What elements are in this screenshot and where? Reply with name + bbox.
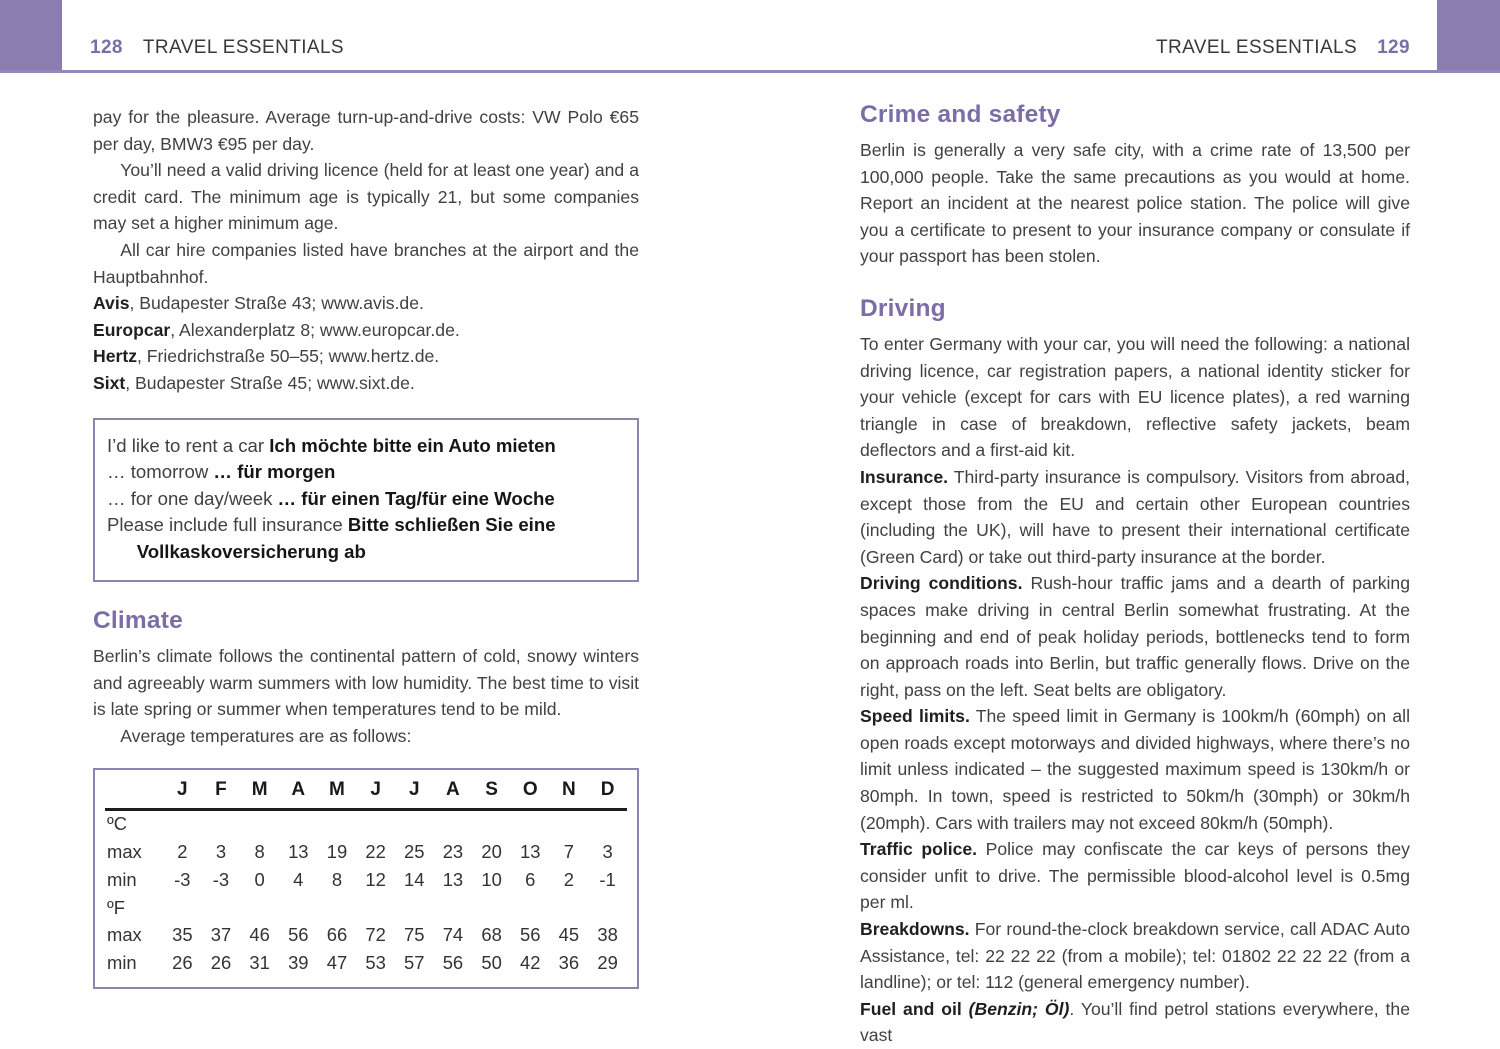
temperature-cell: 7 bbox=[563, 840, 574, 862]
row-label: max bbox=[107, 924, 142, 946]
running-head-title-right: TRAVEL ESSENTIALS bbox=[1156, 37, 1358, 58]
temperature-cell bbox=[240, 894, 279, 922]
month-header: A bbox=[434, 776, 473, 809]
temperature-cell: -1 bbox=[599, 868, 616, 890]
item-label: Speed limits. bbox=[860, 706, 970, 727]
temperature-cell: 14 bbox=[404, 868, 425, 890]
temperature-cell: 3 bbox=[602, 840, 613, 862]
temperature-cell bbox=[588, 894, 627, 922]
temperature-cell: 8 bbox=[254, 840, 265, 862]
temperature-cell: 75 bbox=[404, 924, 425, 946]
temperature-cell bbox=[511, 809, 550, 838]
temperature-cell: 0 bbox=[254, 868, 265, 890]
table-row bbox=[105, 950, 627, 978]
temperature-cell: 3 bbox=[215, 840, 227, 862]
temperature-cell bbox=[395, 894, 434, 922]
temperature-cell bbox=[550, 809, 589, 838]
item-insurance bbox=[860, 464, 1410, 570]
table-row bbox=[105, 809, 627, 838]
phrase-line bbox=[107, 459, 622, 486]
corner-block-right bbox=[1437, 0, 1500, 70]
phrase-en: … tomorrow bbox=[107, 461, 214, 483]
temperature-cell bbox=[550, 894, 589, 922]
climate-table-box bbox=[93, 768, 639, 989]
temperature-cell: 19 bbox=[326, 840, 348, 862]
table-corner-cell bbox=[105, 776, 163, 809]
temperature-cell: 23 bbox=[442, 840, 464, 862]
temperature-cell: 53 bbox=[365, 952, 386, 974]
section-heading-driving: Driving bbox=[860, 294, 946, 322]
temperature-cell: 26 bbox=[210, 952, 232, 974]
month-header: O bbox=[511, 776, 550, 809]
section-heading-crime: Crime and safety bbox=[860, 101, 1061, 128]
temperature-cell: 29 bbox=[597, 952, 618, 974]
temperature-cell: 42 bbox=[520, 952, 541, 974]
item-label: Fuel and oil bbox=[860, 998, 962, 1019]
temperature-cell bbox=[163, 809, 202, 838]
month-header: J bbox=[356, 776, 395, 809]
row-label: ºF bbox=[107, 896, 125, 918]
company-details: , Budapester Straße 45; www.sixt.de. bbox=[125, 372, 415, 393]
phrasebox bbox=[93, 418, 639, 583]
right-column bbox=[860, 100, 1410, 1049]
item-driving-conditions bbox=[860, 570, 1410, 703]
phrase-line bbox=[107, 512, 622, 565]
company-name: Avis bbox=[93, 293, 130, 314]
temperature-cell: 36 bbox=[558, 952, 580, 974]
list-item-sixt bbox=[93, 370, 639, 397]
row-label: max bbox=[107, 840, 142, 862]
item-text: . You’ll find petrol stations everywhere, the vast bbox=[860, 998, 1410, 1046]
phrase-de: … für morgen bbox=[213, 461, 336, 483]
phrase-de: … für einen Tag/für eine Woche bbox=[277, 487, 555, 509]
phrase-en: I’d like to rent a car bbox=[107, 434, 270, 456]
month-header: M bbox=[318, 776, 357, 809]
row-label: ºC bbox=[107, 813, 127, 835]
paragraph-car-costs: pay for the pleasure. Average turn-up-and-drive costs: VW Polo €65 per day, BMW3 €95 per day. bbox=[93, 107, 639, 154]
temperature-cell: 8 bbox=[331, 868, 343, 890]
row-label: min bbox=[107, 868, 137, 890]
temperature-cell: 39 bbox=[288, 952, 309, 974]
temperature-cell bbox=[202, 894, 241, 922]
temperature-cell bbox=[588, 809, 627, 838]
temperature-cell: 10 bbox=[481, 868, 502, 890]
corner-block-left bbox=[0, 0, 62, 70]
temperature-cell: 56 bbox=[442, 952, 464, 974]
table-header-row bbox=[105, 776, 627, 809]
month-header: N bbox=[550, 776, 589, 809]
temperature-cell: 4 bbox=[293, 868, 304, 890]
item-label: Traffic police. bbox=[860, 839, 978, 860]
paragraph-driving-intro: To enter Germany with your car, you will need the following: a national driving licence, car registration papers, a national identity sticker for your vehicle (except for cars with EU licence plates), a red warning triangle in case of breakdown, reflective safety jackets, beam deflectors and a first-aid kit. bbox=[860, 333, 1410, 461]
month-header: M bbox=[240, 776, 279, 809]
item-label: Insurance. bbox=[860, 466, 949, 487]
temperature-cell bbox=[240, 809, 279, 838]
temperature-cell: 2 bbox=[563, 868, 574, 890]
temperature-cell: 12 bbox=[365, 868, 386, 890]
company-name: Hertz bbox=[93, 346, 137, 367]
item-speed-limits bbox=[860, 703, 1410, 836]
temperature-cell: 13 bbox=[288, 840, 309, 862]
temperature-cell bbox=[202, 809, 241, 838]
month-header: A bbox=[279, 776, 318, 809]
temperature-cell: 35 bbox=[172, 924, 193, 946]
temperature-cell: 25 bbox=[404, 840, 425, 862]
table-row bbox=[105, 866, 627, 894]
month-header: F bbox=[202, 776, 241, 809]
page-number-right: 129 bbox=[1377, 37, 1410, 58]
paragraph-licence: You’ll need a valid driving licence (held for at least one year) and a credit card. The minimum age is typically 21, but some companies may set a higher minimum age. bbox=[93, 160, 639, 234]
month-header: D bbox=[588, 776, 627, 809]
table-row bbox=[105, 894, 627, 922]
phrase-en: Please include full insurance bbox=[107, 514, 348, 536]
temperature-cell: 37 bbox=[210, 924, 232, 946]
month-header: J bbox=[163, 776, 202, 809]
page-number-left: 128 bbox=[90, 37, 123, 58]
temperature-cell: 72 bbox=[365, 924, 386, 946]
company-name: Sixt bbox=[93, 372, 126, 393]
temperature-cell bbox=[472, 894, 511, 922]
driving-items bbox=[860, 464, 1410, 1049]
phrase-en: … for one day/week bbox=[107, 487, 278, 509]
temperature-cell: 2 bbox=[177, 840, 188, 862]
list-item-hertz bbox=[93, 343, 639, 370]
item-text: The speed limit in Germany is 100km/h (60mph) on all open roads except motorways and divided highways, where there’s no limit unless indicated – the suggested maximum speed is 130km/h or 80mph. In town, speed is restricted to 50km/h (30mph) or 30km/h (20mph). Cars with trailers may not exceed 80km/h (50mph). bbox=[860, 706, 1410, 833]
header-rule bbox=[0, 70, 1500, 73]
company-details: , Friedrichstraße 50–55; www.hertz.de. bbox=[137, 346, 440, 367]
climate-table bbox=[105, 776, 627, 977]
item-label: Driving conditions. bbox=[860, 573, 1023, 594]
temperature-cell: 26 bbox=[172, 952, 193, 974]
temperature-cell: 13 bbox=[442, 868, 464, 890]
phrase-de: Ich möchte bitte ein Auto mieten bbox=[269, 434, 556, 456]
section-heading-climate: Climate bbox=[93, 607, 183, 635]
company-details: , Budapester Straße 43; www.avis.de. bbox=[129, 293, 424, 314]
table-row bbox=[105, 838, 627, 866]
item-label: Breakdowns. bbox=[860, 919, 970, 940]
temperature-cell: 22 bbox=[365, 840, 386, 862]
car-hire-list bbox=[93, 290, 639, 396]
temperature-cell bbox=[472, 809, 511, 838]
item-fuel-and-oil bbox=[860, 996, 1410, 1049]
running-head-title-left: TRAVEL ESSENTIALS bbox=[142, 37, 344, 58]
item-text: Police may confiscate the car keys of persons they consider unfit to drive. The permissible blood-alcohol level is 0.5mg per ml. bbox=[860, 839, 1410, 913]
temperature-cell: 45 bbox=[558, 924, 580, 946]
temperature-cell: 66 bbox=[326, 924, 348, 946]
temperature-cell: 57 bbox=[404, 952, 425, 974]
temperature-cell bbox=[163, 894, 202, 922]
item-breakdowns bbox=[860, 916, 1410, 996]
item-text: For round-the-clock breakdown service, call ADAC Auto Assistance, tel: 22 22 22 (from a mobile); tel: 01802 22 22 22 (from a landline); or tel: 112 (general emergency number). bbox=[860, 919, 1410, 993]
item-traffic-police bbox=[860, 836, 1410, 916]
phrase-de: Bitte schließen Sie eine Vollkaskoversicherung ab bbox=[136, 514, 556, 562]
temperature-cell bbox=[356, 809, 395, 838]
temperature-cell: 68 bbox=[481, 924, 502, 946]
item-text: Rush-hour traffic jams and a dearth of parking spaces make driving in central Berlin somewhat frustrating. At the beginning and end of peak holiday periods, bottlenecks tend to form on approach roads into Berlin, but traffic generally flows. Drive on the right, pass on the left. Seat belts are obligatory. bbox=[860, 573, 1411, 700]
paragraph-crime: Berlin is generally a very safe city, with a crime rate of 13,500 per 100,000 people. Take the same precautions as you would at home. Report an incident at the nearest police station. The police will give you a certificate to present to your insurance company or consulate if your passport has been stolen. bbox=[860, 140, 1410, 267]
list-item-europcar bbox=[93, 317, 639, 344]
temperature-cell: -3 bbox=[212, 868, 230, 890]
temperature-cell: 50 bbox=[481, 952, 502, 974]
item-label-italic: (Benzin; Öl) bbox=[961, 998, 1070, 1019]
phrase-line bbox=[107, 433, 622, 460]
temperature-cell: 46 bbox=[249, 924, 270, 946]
temperature-cell bbox=[434, 809, 473, 838]
item-text: Third-party insurance is compulsory. Visitors from abroad, except those from the EU and certain other European countries (including the UK), will have to present their international certificate (Green Card) or take out third-party insurance at the border. bbox=[860, 466, 1410, 567]
running-head-right bbox=[1156, 37, 1410, 59]
paragraph-temps-intro: Average temperatures are as follows: bbox=[120, 725, 412, 746]
temperature-cell: 31 bbox=[249, 952, 270, 974]
list-item-avis bbox=[93, 290, 639, 317]
running-head-left bbox=[90, 37, 344, 59]
month-header: J bbox=[395, 776, 434, 809]
temperature-cell bbox=[279, 809, 318, 838]
temperature-cell: 13 bbox=[520, 840, 541, 862]
temperature-cell bbox=[395, 809, 434, 838]
left-column bbox=[93, 104, 639, 989]
temperature-cell: 47 bbox=[326, 952, 348, 974]
temperature-cell: 74 bbox=[442, 924, 464, 946]
temperature-cell: 56 bbox=[520, 924, 541, 946]
paragraph-branches: All car hire companies listed have branches at the airport and the Hauptbahnhof. bbox=[93, 239, 639, 287]
phrase-line bbox=[107, 486, 622, 513]
paragraph-climate: Berlin’s climate follows the continental pattern of cold, snowy winters and agreeably warm summers with low humidity. The best time to visit is late spring or summer when temperatures tend to be mild. bbox=[93, 646, 639, 720]
temperature-cell: -3 bbox=[174, 868, 191, 890]
row-label: min bbox=[107, 952, 137, 974]
temperature-cell bbox=[356, 894, 395, 922]
temperature-cell bbox=[434, 894, 473, 922]
temperature-cell: 20 bbox=[481, 840, 502, 862]
temperature-cell bbox=[318, 809, 357, 838]
temperature-cell: 6 bbox=[525, 868, 536, 890]
temperature-cell bbox=[318, 894, 357, 922]
table-row bbox=[105, 922, 627, 950]
company-name: Europcar bbox=[93, 319, 171, 340]
temperature-cell bbox=[279, 894, 318, 922]
month-header: S bbox=[472, 776, 511, 809]
temperature-cell: 38 bbox=[597, 924, 618, 946]
temperature-cell: 56 bbox=[288, 924, 309, 946]
temperature-cell bbox=[511, 894, 550, 922]
company-details: , Alexanderplatz 8; www.europcar.de. bbox=[170, 319, 460, 340]
